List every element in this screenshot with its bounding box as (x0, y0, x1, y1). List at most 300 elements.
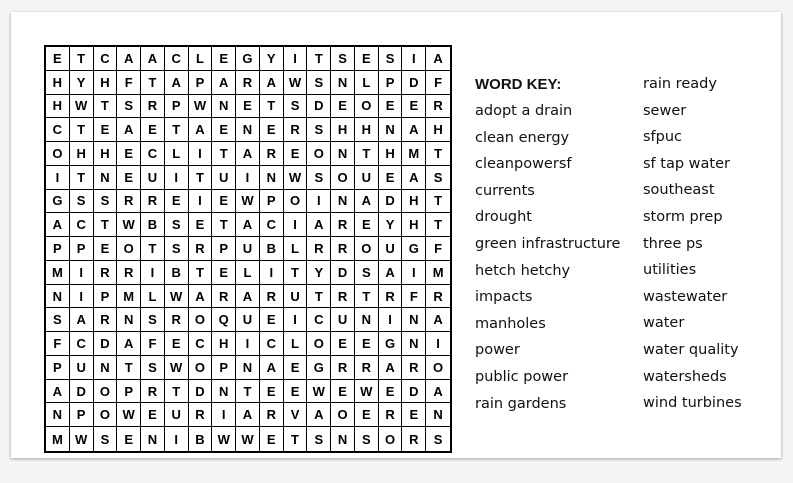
grid-cell[interactable]: A (236, 142, 260, 166)
grid-cell[interactable]: H (426, 118, 450, 142)
grid-cell[interactable]: R (260, 285, 284, 309)
grid-cell[interactable]: W (284, 71, 308, 95)
grid-cell[interactable]: A (260, 71, 284, 95)
grid-cell[interactable]: N (212, 95, 236, 119)
grid-cell[interactable]: P (212, 356, 236, 380)
grid-cell[interactable]: E (46, 47, 70, 71)
grid-cell[interactable]: N (331, 142, 355, 166)
grid-cell[interactable]: R (141, 380, 165, 404)
grid-cell[interactable]: H (94, 142, 118, 166)
grid-cell[interactable]: A (426, 380, 450, 404)
grid-cell[interactable]: W (236, 190, 260, 214)
grid-cell[interactable]: T (426, 213, 450, 237)
grid-cell[interactable]: T (189, 166, 213, 190)
grid-cell[interactable]: O (117, 237, 141, 261)
grid-cell[interactable]: G (307, 356, 331, 380)
grid-cell[interactable]: E (212, 118, 236, 142)
grid-cell[interactable]: U (331, 308, 355, 332)
grid-cell[interactable]: E (212, 261, 236, 285)
grid-cell[interactable]: E (117, 427, 141, 451)
grid-cell[interactable]: Y (260, 47, 284, 71)
grid-cell[interactable]: F (46, 332, 70, 356)
grid-cell[interactable]: N (212, 380, 236, 404)
grid-cell[interactable]: P (260, 190, 284, 214)
grid-cell[interactable]: T (236, 380, 260, 404)
grid-cell[interactable]: W (307, 380, 331, 404)
grid-cell[interactable]: T (189, 261, 213, 285)
grid-cell[interactable]: R (260, 142, 284, 166)
grid-cell[interactable]: A (117, 118, 141, 142)
grid-cell[interactable]: I (236, 166, 260, 190)
grid-cell[interactable]: W (117, 403, 141, 427)
grid-cell[interactable]: I (379, 308, 403, 332)
grid-cell[interactable]: W (70, 95, 94, 119)
grid-cell[interactable]: R (189, 403, 213, 427)
grid-cell[interactable]: E (355, 332, 379, 356)
grid-cell[interactable]: P (117, 380, 141, 404)
grid-cell[interactable]: H (379, 142, 403, 166)
grid-cell[interactable]: T (426, 190, 450, 214)
grid-cell[interactable]: S (117, 95, 141, 119)
grid-cell[interactable]: S (94, 190, 118, 214)
grid-cell[interactable]: N (426, 403, 450, 427)
grid-cell[interactable]: O (94, 403, 118, 427)
grid-cell[interactable]: L (141, 285, 165, 309)
grid-cell[interactable]: Q (212, 308, 236, 332)
grid-cell[interactable]: O (94, 380, 118, 404)
grid-cell[interactable]: A (355, 190, 379, 214)
grid-cell[interactable]: D (307, 95, 331, 119)
grid-cell[interactable]: H (402, 213, 426, 237)
grid-cell[interactable]: F (426, 237, 450, 261)
grid-cell[interactable]: E (284, 142, 308, 166)
grid-cell[interactable]: R (141, 95, 165, 119)
grid-cell[interactable]: T (426, 142, 450, 166)
grid-cell[interactable]: E (379, 95, 403, 119)
grid-cell[interactable]: O (426, 356, 450, 380)
grid-cell[interactable]: E (141, 403, 165, 427)
grid-cell[interactable]: R (402, 356, 426, 380)
grid-cell[interactable]: N (46, 403, 70, 427)
grid-cell[interactable]: L (165, 142, 189, 166)
grid-cell[interactable]: H (212, 332, 236, 356)
grid-cell[interactable]: I (46, 166, 70, 190)
grid-cell[interactable]: S (141, 308, 165, 332)
grid-cell[interactable]: I (189, 142, 213, 166)
grid-cell[interactable]: E (331, 332, 355, 356)
grid-cell[interactable]: O (331, 166, 355, 190)
word-key-item: rain ready (643, 76, 717, 92)
grid-cell[interactable]: O (355, 237, 379, 261)
grid-cell[interactable]: R (94, 308, 118, 332)
grid-cell[interactable]: P (212, 237, 236, 261)
grid-cell[interactable]: U (284, 285, 308, 309)
grid-cell[interactable]: N (331, 190, 355, 214)
grid-cell[interactable]: R (379, 403, 403, 427)
grid-cell[interactable]: M (46, 261, 70, 285)
grid-cell[interactable]: S (46, 308, 70, 332)
grid-cell[interactable]: S (307, 71, 331, 95)
grid-cell[interactable]: P (379, 71, 403, 95)
grid-cell[interactable]: O (379, 427, 403, 451)
grid-cell[interactable]: T (284, 261, 308, 285)
word-key-item: clean energy (475, 129, 570, 146)
grid-cell[interactable]: T (165, 380, 189, 404)
grid-cell[interactable]: E (260, 427, 284, 451)
grid-cell[interactable]: R (426, 285, 450, 309)
grid-cell[interactable]: C (165, 47, 189, 71)
grid-cell[interactable]: O (307, 332, 331, 356)
grid-cell[interactable]: W (165, 356, 189, 380)
grid-cell[interactable]: N (260, 166, 284, 190)
grid-cell[interactable]: T (212, 213, 236, 237)
grid-cell[interactable]: E (212, 47, 236, 71)
grid-cell[interactable]: E (117, 166, 141, 190)
grid-cell[interactable]: R (189, 237, 213, 261)
grid-cell[interactable]: S (379, 47, 403, 71)
grid-cell[interactable]: T (117, 356, 141, 380)
grid-cell[interactable]: U (70, 356, 94, 380)
grid-cell[interactable]: N (141, 427, 165, 451)
grid-cell[interactable]: Y (307, 261, 331, 285)
grid-cell[interactable]: I (165, 427, 189, 451)
grid-cell[interactable]: A (260, 356, 284, 380)
grid-cell[interactable]: R (426, 95, 450, 119)
grid-cell[interactable]: A (212, 71, 236, 95)
grid-cell[interactable]: R (117, 190, 141, 214)
grid-cell[interactable]: P (70, 237, 94, 261)
grid-cell[interactable]: C (94, 47, 118, 71)
grid-cell[interactable]: E (379, 380, 403, 404)
grid-cell[interactable]: L (236, 261, 260, 285)
grid-cell[interactable]: I (284, 47, 308, 71)
grid-cell[interactable]: A (236, 285, 260, 309)
grid-cell[interactable]: N (355, 308, 379, 332)
grid-cell[interactable]: A (307, 213, 331, 237)
grid-cell[interactable]: S (70, 190, 94, 214)
grid-cell[interactable]: A (307, 403, 331, 427)
grid-cell[interactable]: C (260, 213, 284, 237)
grid-cell[interactable]: O (307, 142, 331, 166)
grid-cell[interactable]: N (236, 118, 260, 142)
grid-cell[interactable]: E (331, 95, 355, 119)
grid-cell[interactable]: S (141, 356, 165, 380)
grid-cell[interactable]: I (284, 213, 308, 237)
grid-cell[interactable]: I (70, 261, 94, 285)
grid-cell[interactable]: C (70, 213, 94, 237)
grid-cell[interactable]: A (117, 47, 141, 71)
grid-cell[interactable]: A (117, 332, 141, 356)
grid-cell[interactable]: H (355, 118, 379, 142)
grid-cell[interactable]: S (426, 166, 450, 190)
grid-cell[interactable]: R (141, 190, 165, 214)
grid-cell[interactable]: T (70, 118, 94, 142)
grid-cell[interactable]: H (46, 71, 70, 95)
grid-cell[interactable]: A (236, 403, 260, 427)
word-key-item: power (475, 342, 520, 359)
grid-cell[interactable]: S (307, 166, 331, 190)
grid-cell[interactable]: U (212, 166, 236, 190)
grid-cell[interactable]: R (212, 285, 236, 309)
grid-cell[interactable]: R (284, 118, 308, 142)
grid-cell[interactable]: U (355, 166, 379, 190)
grid-cell[interactable]: E (189, 213, 213, 237)
grid-cell[interactable]: P (70, 403, 94, 427)
grid-cell[interactable]: C (141, 142, 165, 166)
grid-cell[interactable]: T (307, 285, 331, 309)
grid-cell[interactable]: H (402, 190, 426, 214)
grid-cell[interactable]: R (94, 261, 118, 285)
grid-cell[interactable]: I (212, 403, 236, 427)
word-key-item: sfpuc (643, 129, 683, 146)
grid-cell[interactable]: F (402, 285, 426, 309)
grid-cell[interactable]: P (46, 237, 70, 261)
grid-cell[interactable]: W (284, 166, 308, 190)
word-key-item: manholes (475, 315, 546, 332)
grid-cell[interactable]: E (260, 380, 284, 404)
grid-cell[interactable]: N (331, 427, 355, 451)
grid-cell[interactable]: E (260, 118, 284, 142)
grid-cell[interactable]: R (355, 356, 379, 380)
grid-cell[interactable]: P (46, 356, 70, 380)
grid-cell[interactable]: E (165, 332, 189, 356)
grid-cell[interactable]: T (355, 285, 379, 309)
grid-cell[interactable]: A (189, 118, 213, 142)
grid-cell[interactable]: I (307, 190, 331, 214)
grid-cell[interactable]: I (165, 166, 189, 190)
grid-cell[interactable]: C (307, 308, 331, 332)
word-key-item: adopt a drain (475, 103, 573, 119)
grid-cell[interactable]: A (426, 308, 450, 332)
grid-cell[interactable]: W (117, 213, 141, 237)
grid-cell[interactable]: W (236, 427, 260, 451)
grid-cell[interactable]: Y (70, 71, 94, 95)
grid-cell[interactable]: N (117, 308, 141, 332)
grid-cell[interactable]: R (236, 71, 260, 95)
grid-cell[interactable]: S (355, 427, 379, 451)
grid-cell[interactable]: T (284, 427, 308, 451)
grid-cell[interactable]: B (165, 261, 189, 285)
grid-cell[interactable]: I (70, 285, 94, 309)
grid-cell[interactable]: T (141, 71, 165, 95)
word-key-item: sf tap water (643, 155, 730, 172)
grid-cell[interactable]: L (284, 237, 308, 261)
grid-cell[interactable]: T (260, 95, 284, 119)
grid-cell[interactable]: N (94, 166, 118, 190)
grid-cell[interactable]: E (284, 356, 308, 380)
grid-cell[interactable]: S (165, 237, 189, 261)
grid-cell[interactable]: T (307, 47, 331, 71)
grid-cell[interactable]: O (46, 142, 70, 166)
grid-cell[interactable]: N (236, 356, 260, 380)
grid-cell[interactable]: S (307, 427, 331, 451)
grid-cell[interactable]: T (70, 166, 94, 190)
grid-cell[interactable]: A (141, 47, 165, 71)
grid-cell[interactable]: D (189, 380, 213, 404)
grid-cell[interactable]: S (307, 118, 331, 142)
grid-cell[interactable]: A (70, 308, 94, 332)
grid-cell[interactable]: P (94, 285, 118, 309)
grid-cell[interactable]: H (70, 142, 94, 166)
grid-cell[interactable]: F (117, 71, 141, 95)
grid-cell[interactable]: C (260, 332, 284, 356)
grid-cell[interactable]: U (379, 237, 403, 261)
grid-cell[interactable]: N (94, 356, 118, 380)
grid-cell[interactable]: O (284, 190, 308, 214)
grid-cell[interactable]: W (212, 427, 236, 451)
grid-cell[interactable]: S (433, 431, 443, 447)
grid-cell[interactable]: A (46, 380, 70, 404)
grid-cell[interactable]: A (165, 71, 189, 95)
grid-cell[interactable]: S (165, 213, 189, 237)
grid-cell[interactable]: U (165, 403, 189, 427)
grid-cell[interactable]: L (284, 332, 308, 356)
grid-cell[interactable]: S (94, 427, 118, 451)
grid-cell[interactable]: T (165, 118, 189, 142)
grid-cell[interactable]: A (402, 166, 426, 190)
grid-cell[interactable]: G (402, 237, 426, 261)
grid-cell[interactable]: R (402, 427, 426, 451)
grid-cell[interactable]: A (402, 118, 426, 142)
grid-cell[interactable]: M (426, 261, 450, 285)
grid-cell[interactable]: T (141, 237, 165, 261)
grid-cell[interactable]: F (426, 71, 450, 95)
grid-cell[interactable]: A (379, 356, 403, 380)
grid-cell[interactable]: I (284, 308, 308, 332)
grid-cell[interactable]: E (355, 47, 379, 71)
grid-cell[interactable]: N (402, 332, 426, 356)
grid-cell[interactable]: R (260, 403, 284, 427)
grid-cell[interactable]: F (141, 332, 165, 356)
grid-cell[interactable]: E (94, 118, 118, 142)
word-search-grid (44, 45, 452, 453)
grid-cell[interactable]: E (379, 166, 403, 190)
grid-cell[interactable]: E (212, 190, 236, 214)
grid-cell[interactable]: A (46, 213, 70, 237)
grid-cell[interactable]: E (165, 190, 189, 214)
grid-cell[interactable]: N (379, 118, 403, 142)
grid-cell[interactable]: E (260, 308, 284, 332)
grid-cell[interactable]: E (94, 237, 118, 261)
grid-cell[interactable]: T (212, 142, 236, 166)
grid-cell[interactable]: A (379, 261, 403, 285)
grid-cell[interactable]: R (307, 237, 331, 261)
grid-cell[interactable]: H (331, 118, 355, 142)
grid-cell[interactable]: N (402, 308, 426, 332)
grid-cell[interactable]: W (189, 95, 213, 119)
word-key-item: cleanpowersf (475, 156, 572, 173)
grid-cell[interactable]: R (331, 285, 355, 309)
grid-cell[interactable]: A (236, 213, 260, 237)
grid-cell[interactable]: U (141, 166, 165, 190)
grid-cell[interactable]: D (94, 332, 118, 356)
grid-cell[interactable]: N (331, 71, 355, 95)
grid-cell[interactable]: C (70, 332, 94, 356)
grid-cell[interactable]: L (189, 47, 213, 71)
grid-cell[interactable]: D (402, 71, 426, 95)
grid-cell[interactable]: N (46, 285, 70, 309)
grid-cell[interactable]: Y (379, 213, 403, 237)
grid-cell[interactable]: R (117, 261, 141, 285)
grid-cell[interactable]: I (402, 261, 426, 285)
grid-cell[interactable]: G (236, 47, 260, 71)
grid-cell[interactable]: E (402, 403, 426, 427)
grid-cell[interactable]: O (355, 95, 379, 119)
grid-cell[interactable]: C (46, 118, 70, 142)
grid-cell[interactable]: I (189, 190, 213, 214)
grid-cell[interactable]: P (165, 95, 189, 119)
grid-cell[interactable]: P (189, 71, 213, 95)
grid-cell[interactable]: G (46, 190, 70, 214)
grid-cell[interactable]: M (402, 142, 426, 166)
grid-cell[interactable]: R (331, 237, 355, 261)
grid-cell[interactable]: G (379, 332, 403, 356)
grid-cell[interactable]: C (189, 332, 213, 356)
grid-cell[interactable]: R (331, 356, 355, 380)
grid-cell[interactable]: I (236, 332, 260, 356)
grid-cell[interactable]: E (331, 380, 355, 404)
grid-cell[interactable]: D (402, 380, 426, 404)
word-key-item: currents (475, 182, 535, 199)
grid-cell[interactable]: D (379, 190, 403, 214)
grid-cell[interactable]: O (189, 356, 213, 380)
grid-cell[interactable]: H (46, 95, 70, 119)
grid-cell[interactable]: V (284, 403, 308, 427)
grid-cell[interactable]: B (189, 427, 213, 451)
grid-cell[interactable]: I (426, 332, 450, 356)
grid-cell[interactable]: D (331, 261, 355, 285)
grid-cell[interactable]: R (165, 308, 189, 332)
grid-cell[interactable]: I (402, 47, 426, 71)
grid-cell[interactable]: D (70, 380, 94, 404)
grid-cell[interactable]: O (331, 403, 355, 427)
grid-cell[interactable]: U (236, 237, 260, 261)
grid-cell[interactable]: M (117, 285, 141, 309)
grid-cell[interactable]: S (355, 261, 379, 285)
grid-cell[interactable]: E (355, 403, 379, 427)
grid-cell[interactable]: O (189, 308, 213, 332)
grid-cell[interactable]: E (284, 380, 308, 404)
grid-cell[interactable]: A (189, 285, 213, 309)
grid-cell[interactable]: T (355, 142, 379, 166)
grid-cell[interactable]: E (141, 118, 165, 142)
grid-cell[interactable]: L (355, 71, 379, 95)
grid-cell[interactable]: W (355, 380, 379, 404)
grid-cell[interactable]: E (117, 142, 141, 166)
grid-cell[interactable]: H (94, 71, 118, 95)
grid-cell[interactable]: T (94, 213, 118, 237)
grid-cell[interactable]: S (284, 95, 308, 119)
grid-cell[interactable]: I (260, 261, 284, 285)
grid-cell[interactable]: R (379, 285, 403, 309)
grid-cell[interactable]: I (141, 261, 165, 285)
grid-cell[interactable]: S (331, 47, 355, 71)
grid-cell[interactable]: R (331, 213, 355, 237)
grid-cell[interactable]: T (70, 47, 94, 71)
grid-cell[interactable]: B (260, 237, 284, 261)
grid-cell[interactable]: T (94, 95, 118, 119)
grid-cell[interactable]: M (46, 427, 70, 451)
grid-cell[interactable]: W (165, 285, 189, 309)
grid-cell[interactable]: B (141, 213, 165, 237)
grid-cell[interactable]: W (70, 427, 94, 451)
grid-cell[interactable]: E (402, 95, 426, 119)
grid-cell[interactable]: U (236, 308, 260, 332)
grid-cell[interactable]: E (355, 213, 379, 237)
grid-cell[interactable]: E (236, 95, 260, 119)
word-key-item: water quality (643, 341, 739, 358)
grid-cell[interactable]: A (426, 47, 450, 71)
